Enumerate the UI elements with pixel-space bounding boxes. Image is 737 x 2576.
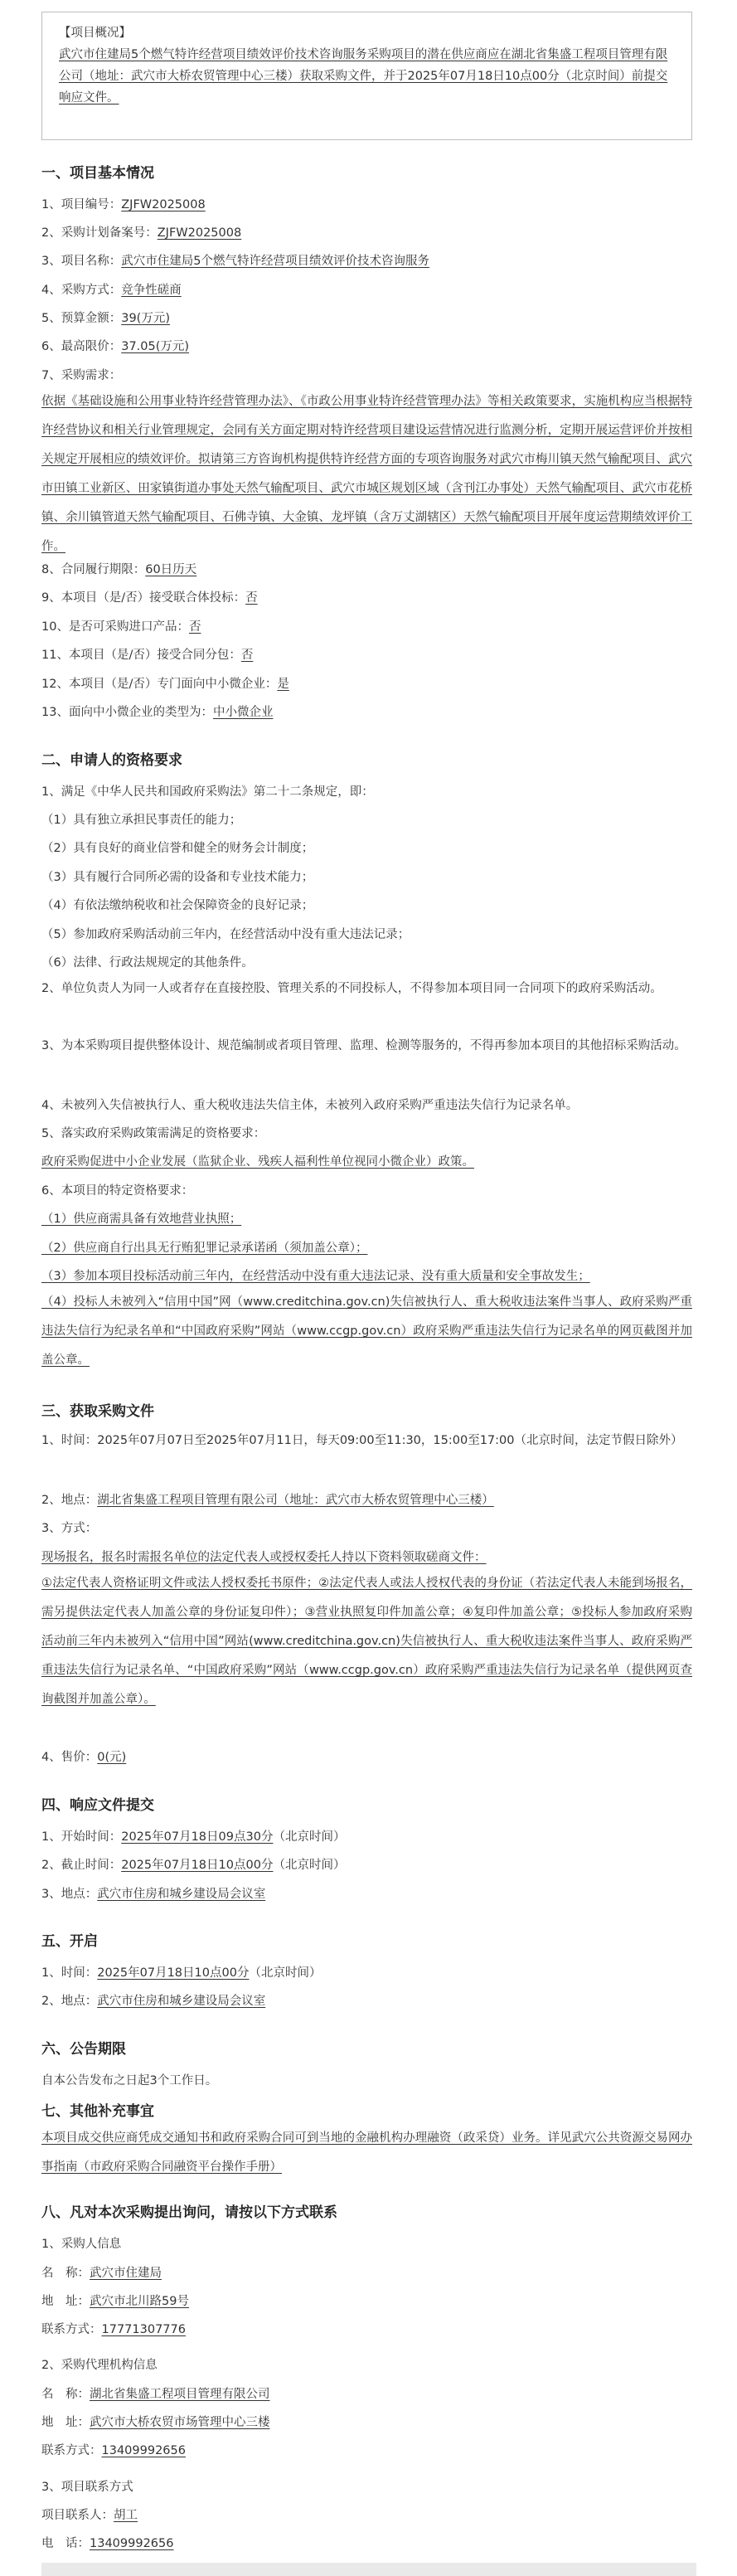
qualification-p5-value: 政府采购促进中小企业发展（监狱企业、残疾人福利性单位视同小微企业）政策。 — [41, 1155, 474, 1169]
agent-info-title: 2、采购代理机构信息 — [41, 2359, 158, 2372]
contract-period: 8、合同履行期限：60日历天 — [41, 563, 197, 576]
section-3-title: 三、获取采购文件 — [41, 1403, 154, 1420]
document-place: 2、地点：湖北省集盛工程项目管理有限公司（地址：武穴市大桥农贸管理中心三楼） — [41, 1494, 494, 1507]
opening-time: 1、时间：2025年07月18日10点00分（北京时间） — [41, 1966, 322, 1980]
qualification-item: （2）具有良好的商业信誉和健全的财务会计制度； — [41, 842, 314, 855]
submit-end-time: 2、截止时间：2025年07月18日10点00分（北京时间） — [41, 1859, 346, 1872]
qualification-item: （6）法律、行政法规规定的其他条件。 — [41, 956, 254, 970]
procurement-method: 4、采购方式：竞争性磋商 — [41, 284, 182, 297]
agent-address: 地 址：武穴市大桥农贸市场管理中心三楼 — [41, 2416, 270, 2429]
budget-amount: 5、预算金额：39(万元) — [41, 312, 170, 325]
project-summary-box — [41, 12, 692, 140]
qualification-intro: 1、满足《中华人民共和国政府采购法》第二十二条规定，即： — [41, 785, 374, 799]
import-products: 10、是否可采购进口产品：否 — [41, 620, 201, 634]
project-contact-phone: 电 话：13409992656 — [41, 2537, 174, 2550]
consortium-bid: 9、本项目（是/否）接受联合体投标：否 — [41, 591, 258, 605]
qualification-item: （3）具有履行合同所必需的设备和专业技术能力； — [41, 871, 314, 884]
buyer-info-title: 1、采购人信息 — [41, 2238, 122, 2251]
agent-name: 名 称：湖北省集盛工程项目管理有限公司 — [41, 2388, 270, 2401]
qualification-p5: 5、落实政府采购政策需满足的资格要求： — [41, 1127, 266, 1140]
submit-place: 3、地点：武穴市住房和城乡建设局会议室 — [41, 1888, 266, 1901]
section-7-title: 七、其他补充事宜 — [41, 2103, 154, 2120]
summary-tag: 【项目概况】 — [59, 27, 131, 40]
section-6-title: 六、公告期限 — [41, 2041, 126, 2058]
sme-only: 12、本项目（是/否）专门面向中小微企业：是 — [41, 678, 289, 691]
procurement-need-text: 依据《基础设施和公用事业特许经营管理办法》、《市政公用事业特许经营管理办法》等相关政策要求，实施机构应当根据特许经营协议和相关行业管理规定，会同有关方面定期对特许经营项目建设运营情况进行监测分析，定期开展运营评价并按相关规定开展相应的绩效评价。拟请第三方咨询机构提供特许经营方面的专项咨询服务对武穴市梅川镇天然气输配项目、武穴市田镇工业新区、田家镇街道办事处天然气输配项目、武穴市城区规划区域（含刊江办事处）天然气输配项目、武穴市花桥镇、余川镇管道天然气输配项目、石佛寺镇、大金镇、龙坪镇（含万丈湖辖区）天然气输配项目开展年度运营期绩效评价工作。 — [41, 395, 692, 553]
buyer-address: 地 址：武穴市北川路59号 — [41, 2295, 189, 2308]
qualification-item: （4）有依法缴纳税收和社会保障资金的良好记录； — [41, 899, 314, 912]
sme-type: 13、面向中小微企业的类型为：中小微企业 — [41, 706, 274, 719]
plan-number: 2、采购计划备案号：ZJFW2025008 — [41, 226, 242, 240]
special-qualification-item: （3）参加本项目投标活动前三年内，在经营活动中没有重大违法记录、没有重大质量和安全事故发生； — [41, 1270, 590, 1283]
project-name: 3、项目名称：武穴市住建局5个燃气特许经营项目绩效评价技术咨询服务 — [41, 255, 429, 268]
project-number: 1、项目编号：ZJFW2025008 — [41, 198, 206, 211]
announcement-period: 自本公告发布之日起3个工作日。 — [41, 2074, 218, 2088]
agent-phone: 联系方式：13409992656 — [41, 2444, 186, 2457]
opening-place: 2、地点：武穴市住房和城乡建设局会议室 — [41, 1995, 266, 2008]
document-way-text: ①法定代表人资格证明文件或法人授权委托书原件；②法定代表人或法人授权代表的身份证（若法定代表人未能到场报名，需另提供法定代表人加盖公章的身份证复印件）；③营业执照复印件加盖公章；④复印件加盖公章；⑤投标人参加政府采购活动前三年内未被列入“信用中国”网站(www.creditchina.gov.cn)失信被执行人、重大税收违法案件当事人、政府采购严重违法失信行为记录名单、“中国政府采购”网站（www.ccgp.gov.cn）政府采购严重违法失信行为记录名单（提供网页查询截图并加盖公章）。 — [41, 1577, 692, 1706]
qualification-p4: 4、未被列入失信被执行人、重大税收违法失信主体，未被列入政府采购严重违法失信行为记录名单。 — [41, 1099, 579, 1112]
summary-text: 武穴市住建局5个燃气特许经营项目绩效评价技术咨询服务采购项目的潜在供应商应在湖北省集盛工程项目管理有限公司（地址：武穴市大桥农贸管理中心三楼）获取采购文件，并于2025年07月18日10点00分（北京时间）前提交响应文件。 — [59, 48, 668, 104]
special-qualification-item: （4）投标人未被列入“信用中国”网（www.creditchina.gov.cn)失信被执行人、重大税收违法案件当事人、政府采购严重违法失信行为纪录名单和“中国政府采购”网站（www.ccgp.gov.cn）政府采购严重违法失信行为记录名单的网页截图并加盖公章。 — [41, 1295, 692, 1367]
special-qualification-item: （2）供应商自行出具无行贿犯罪记录承诺函（须加盖公章）； — [41, 1242, 368, 1255]
section-8-title: 八、凡对本次采购提出询问，请按以下方式联系 — [41, 2204, 337, 2221]
procurement-need-label: 7、采购需求： — [41, 369, 122, 382]
supplementary-text: 本项目成交供应商凭成交通知书和政府采购合同可到当地的金融机构办理融资（政采贷）业务。详见武穴公共资源交易网办事指南（市政府采购合同融资平台操作手册） — [41, 2131, 692, 2174]
qualification-p3: 3、为本采购项目提供整体设计、规范编制或者项目管理、监理、检测等服务的，不得再参加本项目的其他招标采购活动。 — [41, 1039, 686, 1052]
subcontract: 11、本项目（是/否）接受合同分包：否 — [41, 649, 254, 662]
document-way-line: 现场报名，报名时需报名单位的法定代表人或授权委托人持以下资料领取磋商文件： — [41, 1551, 487, 1564]
document-price: 4、售价：0(元) — [41, 1751, 127, 1764]
section-4-title: 四、响应文件提交 — [41, 1797, 154, 1814]
qualification-item: （5）参加政府采购活动前三年内，在经营活动中没有重大违法记录； — [41, 928, 410, 941]
buyer-phone: 联系方式：17771307776 — [41, 2323, 186, 2336]
buyer-name: 名 称：武穴市住建局 — [41, 2267, 162, 2280]
project-contact-title: 3、项目联系方式 — [41, 2481, 133, 2494]
project-contact-person: 项目联系人：胡工 — [41, 2509, 138, 2522]
section-1-title: 一、项目基本情况 — [41, 165, 154, 182]
special-qualification-label: 6、本项目的特定资格要求： — [41, 1184, 194, 1198]
section-5-title: 五、开启 — [41, 1933, 98, 1950]
document-time: 1、时间：2025年07月07日至2025年07月11日，每天09:00至11:30，15:00至17:00（北京时间，法定节假日除外） — [41, 1434, 683, 1447]
qualification-p2: 2、单位负责人为同一人或者存在直接控股、管理关系的不同投标人，不得参加本项目同一合同项下的政府采购活动。 — [41, 982, 662, 995]
section-2-title: 二、申请人的资格要求 — [41, 752, 182, 769]
max-price: 6、最高限价：37.05(万元) — [41, 340, 190, 353]
qualification-item: （1）具有独立承担民事责任的能力； — [41, 814, 242, 827]
bottom-divider — [41, 2563, 696, 2576]
document-way-label: 3、方式： — [41, 1522, 98, 1535]
submit-start-time: 1、开始时间：2025年07月18日09点30分（北京时间） — [41, 1830, 346, 1844]
special-qualification-item: （1）供应商需具备有效地营业执照； — [41, 1213, 242, 1226]
